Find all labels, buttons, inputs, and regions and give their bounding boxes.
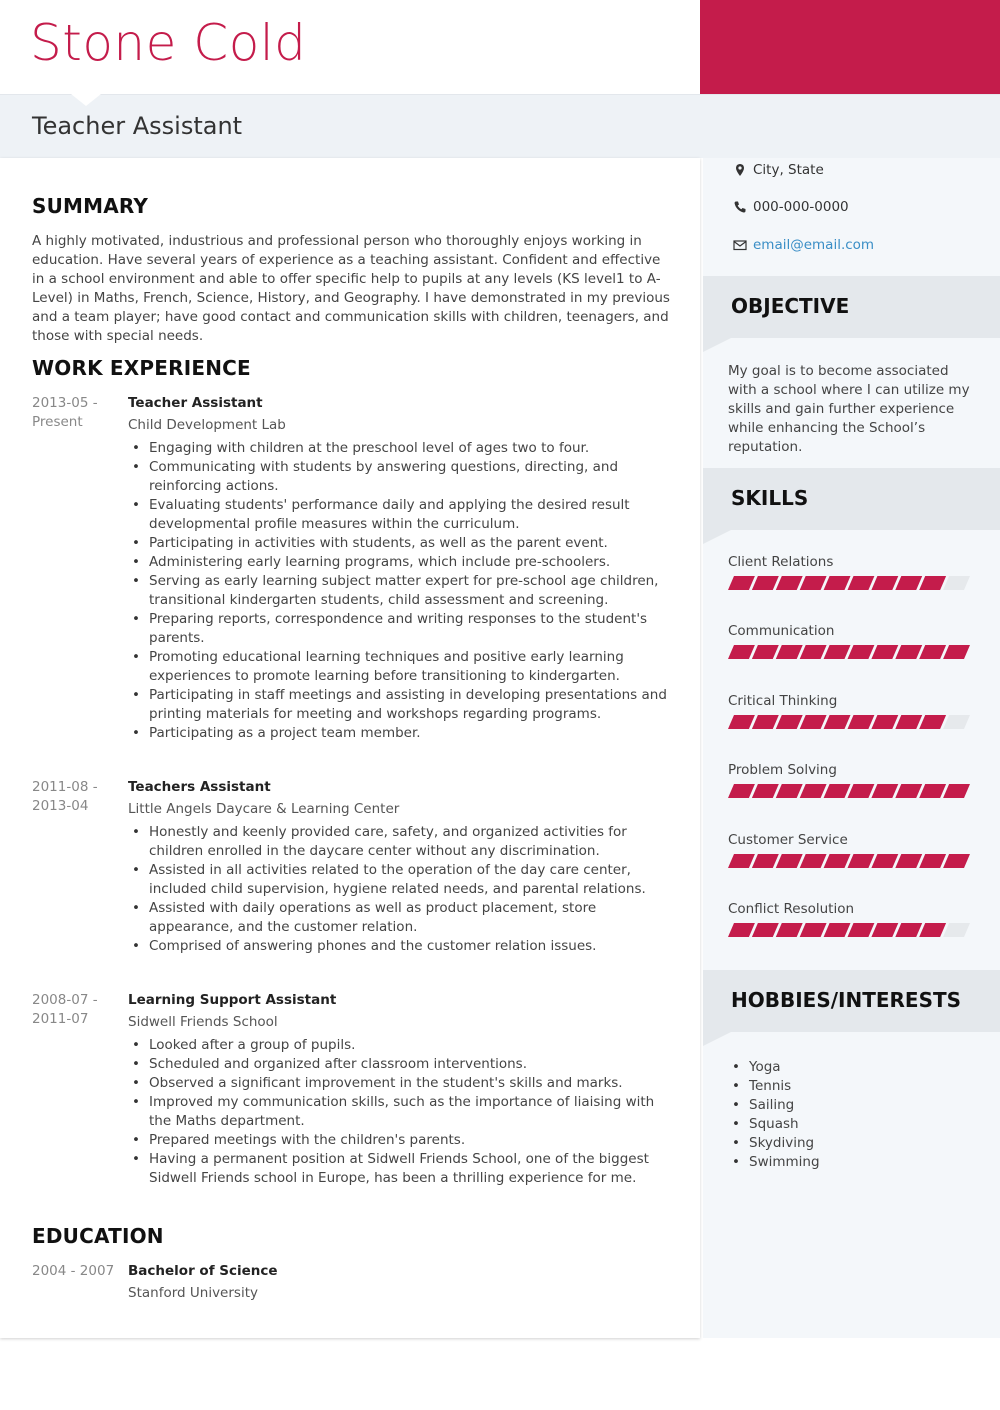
skill-bar xyxy=(728,576,973,590)
skill-name: Problem Solving xyxy=(728,762,837,778)
skill-bar xyxy=(728,784,973,798)
skills-header-pointer xyxy=(703,530,731,544)
skill-segment-filled xyxy=(871,854,898,868)
education-heading: EDUCATION xyxy=(32,1224,164,1248)
hobby-item: • Tennis xyxy=(728,1077,820,1096)
job-bullet: • Prepared meetings with the children's parents. xyxy=(128,1131,676,1150)
job-bullet: • Having a permanent position at Sidwell Friends School, one of the biggest Sidwell Friends school in Europe, has been a thrilling experience for me. xyxy=(128,1150,676,1188)
job-company: Child Development Lab xyxy=(128,417,286,433)
contact-phone xyxy=(733,199,849,215)
skill-segment-empty xyxy=(943,715,970,729)
skill-segment-filled xyxy=(943,854,970,868)
skill-segment-filled xyxy=(824,715,851,729)
skill-name: Conflict Resolution xyxy=(728,901,855,917)
job-bullets xyxy=(128,823,676,956)
skill-segment-filled xyxy=(919,715,946,729)
skill-bar xyxy=(728,645,973,659)
skill-segment-filled xyxy=(728,576,755,590)
job-bullet: • Assisted with daily operations as well as product placement, store appearance, and the customer relation. xyxy=(128,899,676,937)
skill-segment-filled xyxy=(848,854,875,868)
hobby-item: • Skydiving xyxy=(728,1134,820,1153)
work-experience-heading: WORK EXPERIENCE xyxy=(32,356,251,380)
hobbies-header-pointer xyxy=(703,1032,731,1046)
header-accent-block xyxy=(700,0,1000,94)
contact-email[interactable] xyxy=(733,237,874,253)
skill-segment-filled xyxy=(943,784,970,798)
skill-segment-filled xyxy=(824,576,851,590)
skill-name: Critical Thinking xyxy=(728,693,838,709)
skill-segment-filled xyxy=(800,923,827,937)
main-column xyxy=(0,158,700,1338)
job-bullet: • Promoting educational learning techniques and positive early learning experiences to promote learning before transitioning to kindergarten. xyxy=(128,648,676,686)
job-bullet: • Engaging with children at the preschool level of ages two to four. xyxy=(128,439,676,458)
job-date: 2013-05 - Present xyxy=(32,395,98,430)
skill-segment-filled xyxy=(752,645,779,659)
skill-segment-filled xyxy=(824,923,851,937)
skill-segment-filled xyxy=(776,645,803,659)
job-role: Teachers Assistant xyxy=(128,779,271,795)
skill-segment-filled xyxy=(919,784,946,798)
objective-header-pointer xyxy=(703,338,731,352)
skill-segment-filled xyxy=(776,784,803,798)
skill-segment-filled xyxy=(895,645,922,659)
job-bullet: • Preparing reports, correspondence and writing responses to the student's parents. xyxy=(128,610,676,648)
skill-segment-filled xyxy=(752,854,779,868)
skill-segment-filled xyxy=(800,854,827,868)
job-bullet: • Assisted in all activities related to the operation of the day care center, included child supervision, hygiene related needs, and parental relations. xyxy=(128,861,676,899)
skill-segment-filled xyxy=(800,784,827,798)
skill-segment-filled xyxy=(800,715,827,729)
hobby-item: • Squash xyxy=(728,1115,820,1134)
job-title: Teacher Assistant xyxy=(32,112,243,140)
job-bullet: • Honestly and keenly provided care, safety, and organized activities for children enrolled in the daycare center without any discrimination. xyxy=(128,823,676,861)
summary-text: A highly motivated, industrious and professional person who thoroughly enjoys working in education. Have several years of experience as a teaching assistant. Confident and effective in a school environment and able to offer specific help to pupils at any levels (KS level1 to A-Level) in Maths, French, Science, History, and Geography. I have demonstrated in my previous and a team player; have good contact and communication skills with children, teenagers, and those with special needs. xyxy=(32,233,670,344)
skill-segment-empty xyxy=(943,923,970,937)
sidebar xyxy=(703,158,1000,1338)
job-body xyxy=(128,778,676,956)
skill-segment-filled xyxy=(919,645,946,659)
job-date: 2011-08 - 2013-04 xyxy=(32,779,98,814)
skill-name: Communication xyxy=(728,623,835,639)
hobby-item: • Swimming xyxy=(728,1153,820,1172)
skill-segment-filled xyxy=(895,854,922,868)
job-role: Learning Support Assistant xyxy=(128,992,337,1008)
hobbies-list xyxy=(728,1058,820,1172)
job-date: 2008-07 - 2011-07 xyxy=(32,992,98,1027)
skill-segment-filled xyxy=(800,576,827,590)
skill-segment-filled xyxy=(848,923,875,937)
job-bullet: • Participating in staff meetings and assisting in developing presentations and printing materials for meeting and workshops regarding programs. xyxy=(128,686,676,724)
candidate-name: Stone Cold xyxy=(30,14,307,72)
contact-email-link[interactable]: email@email.com xyxy=(753,237,875,253)
skill-segment-filled xyxy=(895,923,922,937)
skill-bar xyxy=(728,715,973,729)
education-date: 2004 - 2007 xyxy=(32,1263,115,1279)
skill-segment-filled xyxy=(752,784,779,798)
skill-segment-filled xyxy=(776,576,803,590)
education-school: Stanford University xyxy=(128,1285,258,1301)
phone-icon xyxy=(733,200,747,214)
skill-bar xyxy=(728,854,973,868)
skills-header xyxy=(703,468,1000,530)
job-bullet: • Observed a significant improvement in the student's skills and marks. xyxy=(128,1074,676,1093)
skill-segment-filled xyxy=(800,645,827,659)
job-bullet: • Communicating with students by answering questions, directing, and reinforcing actions. xyxy=(128,458,676,496)
skill-bar xyxy=(728,923,973,937)
contact-location xyxy=(733,162,824,178)
skill-segment-filled xyxy=(752,923,779,937)
summary-heading: SUMMARY xyxy=(32,194,149,218)
education-body xyxy=(128,1262,676,1303)
skill-segment-filled xyxy=(824,784,851,798)
hobby-item: • Yoga xyxy=(728,1058,820,1077)
job-company: Sidwell Friends School xyxy=(128,1014,278,1030)
job-bullet: • Comprised of answering phones and the customer relation issues. xyxy=(128,937,676,956)
job-bullets xyxy=(128,1036,676,1188)
skill-segment-filled xyxy=(871,715,898,729)
skill-segment-filled xyxy=(895,784,922,798)
skill-segment-filled xyxy=(728,645,755,659)
skill-segment-filled xyxy=(871,645,898,659)
skill-segment-filled xyxy=(728,854,755,868)
job-bullet: • Participating as a project team member. xyxy=(128,724,676,743)
skill-segment-filled xyxy=(895,576,922,590)
hobbies-header xyxy=(703,970,1000,1032)
job-bullet: • Administering early learning programs, which include pre-schoolers. xyxy=(128,553,676,572)
skill-segment-filled xyxy=(919,854,946,868)
objective-text: My goal is to become associated with a school where I can utilize my skills and gain further experience while enhancing the School’s reputation. xyxy=(728,363,970,455)
skill-segment-filled xyxy=(728,784,755,798)
hobbies-heading: HOBBIES/INTERESTS xyxy=(731,988,962,1012)
header-pointer xyxy=(71,94,101,106)
skill-segment-filled xyxy=(871,576,898,590)
skill-segment-filled xyxy=(776,854,803,868)
job-body xyxy=(128,991,676,1188)
envelope-icon xyxy=(733,238,747,252)
job-body xyxy=(128,394,676,743)
skill-segment-filled xyxy=(919,923,946,937)
job-bullet: • Looked after a group of pupils. xyxy=(128,1036,676,1055)
skill-segment-empty xyxy=(943,576,970,590)
contact-location-text: City, State xyxy=(753,162,824,178)
job-bullet: • Participating in activities with students, as well as the parent event. xyxy=(128,534,676,553)
skill-segment-filled xyxy=(943,645,970,659)
skill-segment-filled xyxy=(824,645,851,659)
job-bullet: • Evaluating students' performance daily and applying the desired result developmental profile measures within the curriculum. xyxy=(128,496,676,534)
skill-segment-filled xyxy=(871,784,898,798)
skill-segment-filled xyxy=(776,715,803,729)
header xyxy=(0,0,700,94)
objective-heading: OBJECTIVE xyxy=(731,294,850,318)
skill-name: Customer Service xyxy=(728,832,848,848)
skill-segment-filled xyxy=(848,576,875,590)
skill-segment-filled xyxy=(824,854,851,868)
skill-segment-filled xyxy=(919,576,946,590)
job-bullet: • Serving as early learning subject matter expert for pre-school age children, transitional kindergarten students, child assessment and screening. xyxy=(128,572,676,610)
skill-name: Client Relations xyxy=(728,554,834,570)
education-degree: Bachelor of Science xyxy=(128,1263,278,1279)
job-company: Little Angels Daycare & Learning Center xyxy=(128,801,400,817)
skill-segment-filled xyxy=(728,923,755,937)
skill-segment-filled xyxy=(871,923,898,937)
job-bullets xyxy=(128,439,676,743)
hobby-item: • Sailing xyxy=(728,1096,820,1115)
skill-segment-filled xyxy=(728,715,755,729)
job-bullet: • Improved my communication skills, such as the importance of liaising with the Maths department. xyxy=(128,1093,676,1131)
skill-segment-filled xyxy=(848,715,875,729)
map-pin-icon xyxy=(733,163,747,177)
skill-segment-filled xyxy=(848,645,875,659)
skills-heading: SKILLS xyxy=(731,486,809,510)
skill-segment-filled xyxy=(752,576,779,590)
skill-segment-filled xyxy=(848,784,875,798)
contact-phone-text: 000-000-0000 xyxy=(753,199,849,215)
skill-segment-filled xyxy=(895,715,922,729)
skill-segment-filled xyxy=(752,715,779,729)
skill-segment-filled xyxy=(776,923,803,937)
objective-header xyxy=(703,276,1000,338)
job-role: Teacher Assistant xyxy=(128,395,263,411)
job-bullet: • Scheduled and organized after classroom interventions. xyxy=(128,1055,676,1074)
